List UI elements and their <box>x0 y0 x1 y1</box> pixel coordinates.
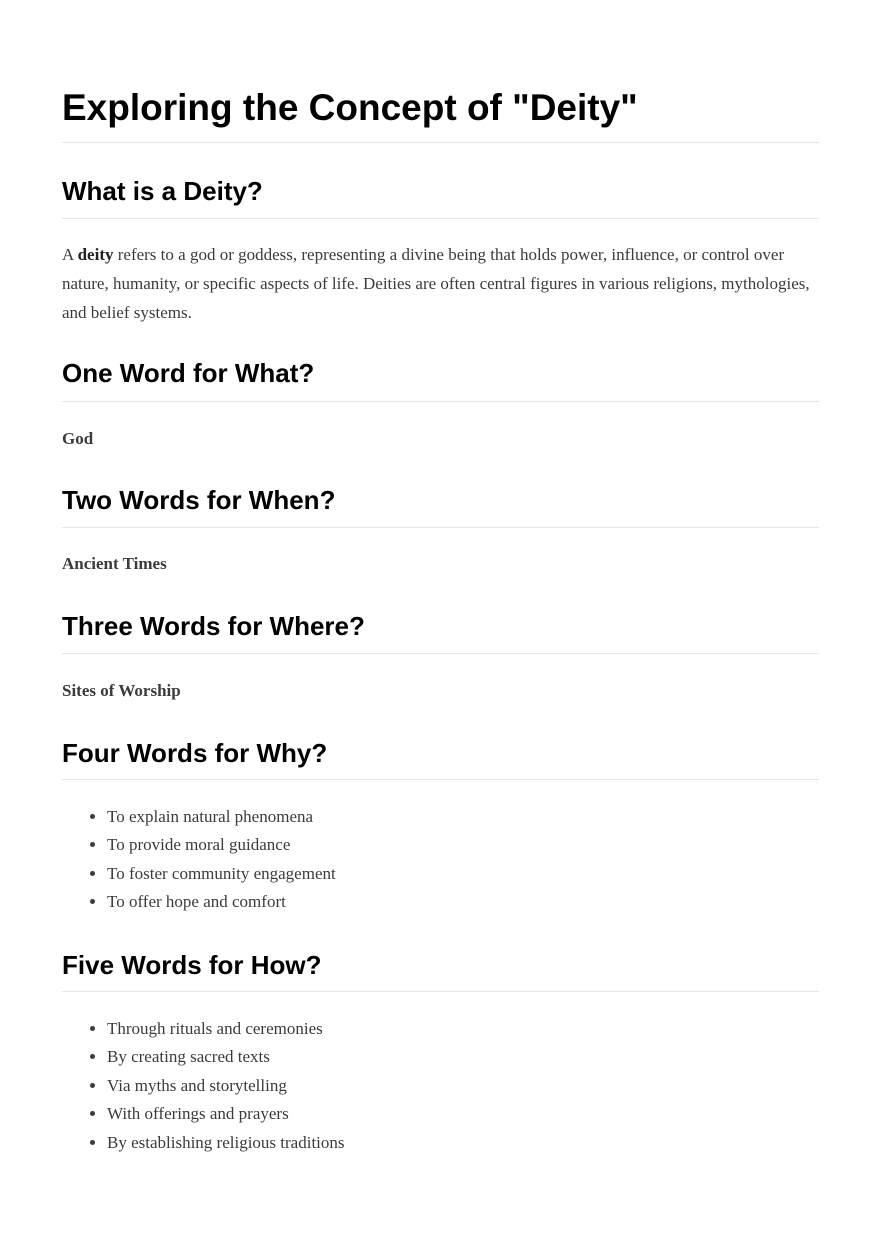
why-list <box>62 803 336 917</box>
page-title: Exploring the Concept of "Deity" <box>62 87 638 128</box>
section-divider <box>62 527 819 528</box>
section-divider <box>62 401 819 402</box>
how-list <box>62 1015 345 1157</box>
list-item: • To provide moral guidance <box>107 831 336 859</box>
section-divider <box>62 991 819 992</box>
answer-one-word: God <box>62 429 94 448</box>
section-heading-one-word: One Word for What? <box>62 358 315 388</box>
list-item: • To explain natural phenomena <box>107 803 336 831</box>
list-item: • To foster community engagement <box>107 860 336 888</box>
list-item: • With offerings and prayers <box>107 1100 345 1128</box>
section-heading-five-words: Five Words for How? <box>62 950 322 980</box>
section-divider <box>62 653 819 654</box>
section-heading-four-words: Four Words for Why? <box>62 738 328 768</box>
list-item: • By creating sacred texts <box>107 1043 345 1071</box>
list-item: • Via myths and storytelling <box>107 1072 345 1100</box>
intro-paragraph <box>62 240 819 327</box>
intro-prefix: A <box>62 245 78 264</box>
list-item: • Through rituals and ceremonies <box>107 1015 345 1043</box>
title-divider <box>62 142 819 143</box>
section-heading-three-words: Three Words for Where? <box>62 611 365 641</box>
intro-body: refers to a god or goddess, representing a divine being that holds power, influence, or control over nature, humanity, or specific aspects of life. Deities are often central figures in various religions, mythologies, and belief systems. <box>62 245 810 322</box>
section-divider <box>62 218 819 219</box>
answer-two-words: Ancient Times <box>62 554 167 573</box>
section-heading-two-words: Two Words for When? <box>62 485 336 515</box>
section-divider <box>62 779 819 780</box>
list-item: • By establishing religious traditions <box>107 1129 345 1157</box>
answer-three-words: Sites of Worship <box>62 681 181 700</box>
section-heading-what-is: What is a Deity? <box>62 176 263 206</box>
intro-term: deity <box>77 245 114 264</box>
list-item: • To offer hope and comfort <box>107 888 336 916</box>
